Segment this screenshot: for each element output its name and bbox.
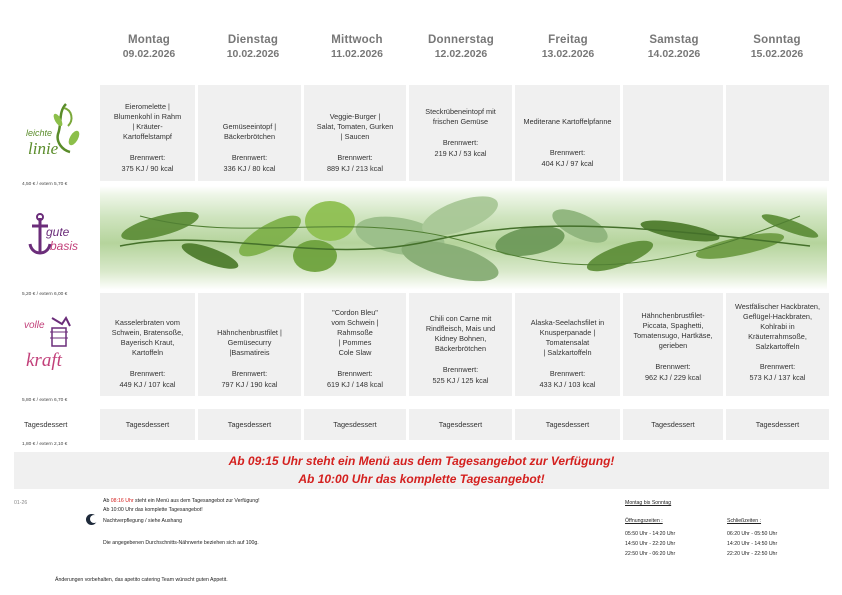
promo-banner <box>14 452 829 489</box>
meal-line: Alaska-Seelachsfilet in <box>530 318 605 327</box>
open-time-3: 22:50 Uhr - 06:20 Uhr <box>625 551 676 557</box>
open-title: Öffnungszeiten : <box>625 518 663 524</box>
dessert-label: Tagesdessert <box>125 420 170 429</box>
meal-line: Kartoffelstampf <box>123 132 172 141</box>
energy-label: Brennwert: <box>231 153 268 162</box>
day-name: Freitag <box>548 34 588 46</box>
kraft-cell-sat <box>623 293 723 396</box>
dessert-cell-thu <box>409 409 512 440</box>
meal-line: Kartoffeln <box>131 348 164 357</box>
day-date: 11.02.2026 <box>331 48 383 60</box>
leicht-cell-thu <box>409 85 512 181</box>
meal-line: Kasselerbraten vom <box>115 318 180 327</box>
meal-line: Chili con Carne mit <box>429 314 492 323</box>
meal-line: |Basmatireis <box>229 348 270 357</box>
energy-label: Brennwert: <box>231 369 268 378</box>
energy-label: Brennwert: <box>337 153 373 162</box>
energy-label: Brennwert: <box>549 369 586 378</box>
leicht-cell-sat <box>623 85 723 181</box>
day-name: Mittwoch <box>331 34 383 46</box>
dessert-label: Tagesdessert <box>651 420 695 429</box>
leicht-cell-tue <box>198 85 301 181</box>
energy-value: 375 KJ / 90 kcal <box>121 163 174 173</box>
leicht-cell-fri <box>515 85 620 181</box>
energy-value: 433 KJ / 103 kcal <box>539 379 596 389</box>
open-time-1: 05:50 Uhr - 14:20 Uhr <box>625 531 676 537</box>
basis-price: 5,20 € / extern 6,00 € <box>22 292 68 297</box>
meal-line: Schwein, Bratensoße, <box>111 328 184 337</box>
meal-line: Salat, Tomaten, Gurken <box>316 122 394 131</box>
promo-line-2: Ab 10:00 Uhr das komplette Tagesangebot! <box>298 472 545 486</box>
energy-label: Brennwert: <box>337 369 373 378</box>
energy-value: 889 KJ / 213 kcal <box>327 163 383 173</box>
note1-prefix: Ab <box>103 498 111 504</box>
dessert-cell-sat <box>623 409 723 440</box>
meal-line: Gemüsecurry <box>227 338 272 347</box>
kraft-cell-wed <box>304 293 406 396</box>
dessert-cell-tue <box>198 409 301 440</box>
day-name: Montag <box>127 34 171 46</box>
day-name: Sonntag <box>753 34 801 46</box>
kraft-cell-tue <box>198 293 301 396</box>
leicht-cell-wed <box>304 85 406 181</box>
dessert-label: Tagesdessert <box>438 420 483 429</box>
leichte-linie-logo <box>18 98 88 160</box>
footer-note-4: Die angegebenen Durchschnitts-Nährwerte beziehen sich auf 100g. <box>103 540 259 546</box>
energy-value: 336 KJ / 80 kcal <box>223 163 276 173</box>
meal-line: Geflügel-Hackbraten, <box>743 312 812 321</box>
kraft-price: 5,80 € / extern 6,70 € <box>22 398 68 403</box>
day-name: Dienstag <box>227 34 279 46</box>
day-name: Donnerstag <box>428 34 494 46</box>
close-time-1: 06:20 Uhr - 05:50 Uhr <box>727 531 778 537</box>
meal-line: frischen Gemüse <box>432 117 489 126</box>
svg-text:basis: basis <box>50 239 79 253</box>
svg-text:kraft: kraft <box>26 350 62 371</box>
meal-line: Veggie-Burger | <box>329 112 381 121</box>
leicht-price: 4,50 € / extern 5,70 € <box>22 182 68 187</box>
meal-line: Bäckerbrötchen <box>223 132 276 141</box>
meal-line: vom Schwein | <box>331 318 379 327</box>
note1-rest: steht ein Menü aus dem Tagesangebot zur Verfügung! <box>133 498 260 504</box>
dessert-cell-mon <box>100 409 195 440</box>
meal-line: Tomatensalat <box>545 338 590 347</box>
dessert-cell-wed <box>304 409 406 440</box>
meal-line: gerieben <box>658 341 688 350</box>
day-date: 15.02.2026 <box>750 48 804 60</box>
meal-line: Westfälischer Hackbraten, <box>734 302 821 311</box>
energy-value: 797 KJ / 190 kcal <box>221 379 278 389</box>
leicht-cell-mon <box>100 85 195 181</box>
dessert-label: Tagesdessert <box>227 420 272 429</box>
meal-line: Kohlrabi in <box>760 322 795 331</box>
kraft-cell-sun <box>726 293 829 396</box>
footer-note-2: Ab 10:00 Uhr das komplette Tagesangebot! <box>103 507 203 513</box>
close-title: Schließzeiten : <box>727 518 762 524</box>
meal-line: Tomatensugo, Hartkäse, <box>633 331 713 340</box>
energy-value: 962 KJ / 229 kcal <box>645 372 701 382</box>
day-name: Samstag <box>649 34 699 46</box>
energy-label: Brennwert: <box>655 362 691 371</box>
meal-line: Rindfleisch, Mais und <box>425 324 496 333</box>
gute-basis-logo <box>22 212 84 262</box>
footer-code: 01-26 <box>14 500 28 506</box>
meal-line: Bayerisch Kraut, <box>120 338 175 347</box>
meal-line: Salzkartoffeln <box>755 342 800 351</box>
close-time-3: 22:20 Uhr - 22:50 Uhr <box>727 551 778 557</box>
disclaimer: Änderungen vorbehalten, das apetito catering Team wünscht guten Appetit. <box>55 577 228 583</box>
meal-line: Hähnchenbrustfilet- <box>641 311 705 320</box>
open-time-2: 14:50 Uhr - 22:20 Uhr <box>625 541 676 547</box>
dessert-cell-fri <box>515 409 620 440</box>
svg-text:volle: volle <box>24 320 45 331</box>
dessert-price: 1,80 € / extern 2,10 € <box>22 442 68 447</box>
meal-line: Steckrübeneintopf mit <box>425 107 496 116</box>
note1-time: 08:16 Uhr <box>110 498 134 504</box>
promo-line-1: Ab 09:15 Uhr steht ein Menü aus dem Tagesangebot zur Verfügung! <box>228 454 615 468</box>
dessert-label: Tagesdessert <box>333 420 377 429</box>
energy-label: Brennwert: <box>442 365 479 374</box>
meal-line: Rahmsoße <box>337 328 373 337</box>
leicht-cell-sun <box>726 85 829 181</box>
day-date: 10.02.2026 <box>226 48 280 60</box>
energy-value: 219 KJ / 53 kcal <box>434 148 487 158</box>
meal-line: Eieromelette | <box>125 102 170 111</box>
energy-value: 619 KJ / 148 kcal <box>327 379 383 389</box>
svg-text:linie: linie <box>28 139 59 158</box>
energy-label: Brennwert: <box>549 148 586 157</box>
footer-note-1 <box>103 498 260 505</box>
meal-line: Gemüseeintopf | <box>222 122 277 131</box>
footer-note-3: Nachtverpflegung / siehe Aushang <box>103 518 183 524</box>
meal-line: Mediterane Kartoffelpfanne <box>523 117 612 126</box>
energy-label: Brennwert: <box>759 362 796 371</box>
meal-line: Kräuterrahmsoße, <box>748 332 807 341</box>
energy-label: Brennwert: <box>129 153 166 162</box>
dessert-label: Tagesdessert <box>755 420 800 429</box>
meal-line: | Salzkartoffeln <box>543 348 592 357</box>
energy-label: Brennwert: <box>129 369 166 378</box>
day-date: 14.02.2026 <box>647 48 701 60</box>
energy-value: 573 KJ / 137 kcal <box>749 372 806 382</box>
meal-line: | Kräuter- <box>132 122 163 131</box>
energy-label: Brennwert: <box>442 138 479 147</box>
hours-title: Montag bis Sonntag <box>625 500 672 506</box>
meal-line: | Saucen <box>340 132 370 141</box>
dessert-cell-sun <box>726 409 829 440</box>
herbs-image <box>100 186 827 290</box>
meal-line: Bäckerbrötchen <box>434 344 487 353</box>
svg-text:gute: gute <box>46 225 70 239</box>
meal-line: Cole Slaw <box>338 348 372 357</box>
kraft-cell-thu <box>409 293 512 396</box>
kraft-cell-mon <box>100 293 195 396</box>
dessert-label: Tagesdessert <box>545 420 590 429</box>
energy-value: 525 KJ / 125 kcal <box>432 375 489 385</box>
dessert-row-label: Tagesdessert <box>24 420 68 429</box>
day-date: 09.02.2026 <box>122 48 176 60</box>
meal-line: Knusperpanade | <box>539 328 596 337</box>
day-date: 12.02.2026 <box>434 48 488 60</box>
energy-value: 404 KJ / 97 kcal <box>541 158 594 168</box>
moon-icon <box>86 514 97 525</box>
meal-line: "Cordon Bleu" <box>332 308 378 317</box>
meal-line: Hähnchenbrustfilet | <box>217 328 282 337</box>
meal-line: | Pommes <box>338 338 372 347</box>
meal-line: Piccata, Spaghetti, <box>642 321 704 330</box>
meal-line: Blumenkohl in Rahm <box>113 112 182 121</box>
close-time-2: 14:20 Uhr - 14:50 Uhr <box>727 541 778 547</box>
svg-text:leichte: leichte <box>26 128 53 138</box>
kraft-cell-fri <box>515 293 620 396</box>
day-date: 13.02.2026 <box>541 48 595 60</box>
energy-value: 449 KJ / 107 kcal <box>119 379 176 389</box>
volle-kraft-logo <box>22 312 86 374</box>
meal-line: Kidney Bohnen, <box>434 334 487 343</box>
